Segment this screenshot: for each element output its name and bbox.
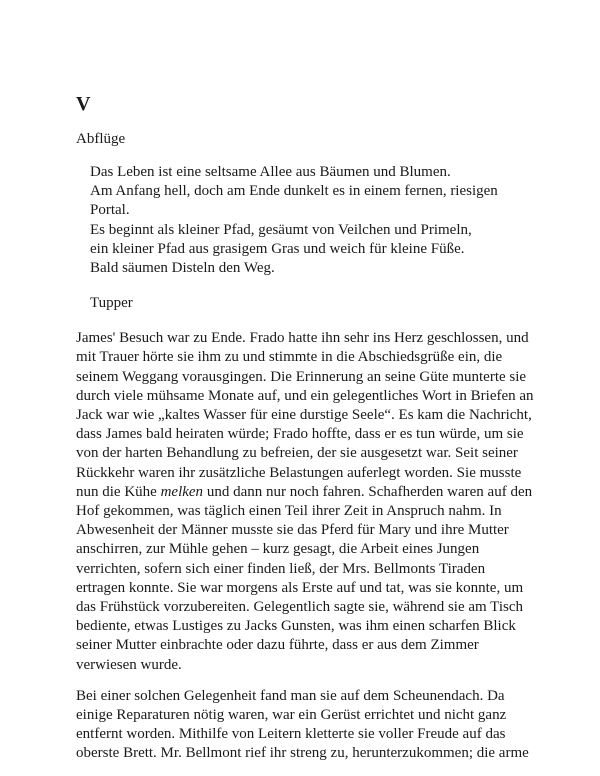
paragraph-line: Bei einer solchen Gelegenheit fand man sie auf dem Scheunendach. Da: [76, 687, 505, 704]
epigraph-line: Portal.: [90, 202, 130, 219]
paragraph-line: [76, 483, 538, 502]
body-paragraph-2: [76, 687, 538, 764]
epigraph-line: ein kleiner Pfad aus grasigem Gras und weich für kleine Füße.: [90, 240, 465, 257]
paragraph-line: James' Besuch war zu Ende. Frado hatte ihn sehr ins Herz geschlossen, und: [76, 330, 529, 347]
paragraph-line-text: und dann nur noch fahren. Schafherden waren auf den: [203, 483, 533, 500]
paragraph-line: dass James bald heiraten würde; Frado hoffte, dass er es tun würde, um sie: [76, 426, 524, 443]
paragraph-line-text: nun die Kühe: [76, 483, 161, 500]
paragraph-line: einige Reparaturen nötig waren, war ein Gerüst errichtet und nicht ganz: [76, 707, 507, 724]
epigraph-line: Es beginnt als kleiner Pfad, gesäumt von Veilchen und Primeln,: [90, 221, 472, 238]
paragraph-line: anschirren, zur Mühle gehen – kurz gesagt, die Arbeit eines Jungen: [76, 541, 480, 558]
paragraph-line-text: Rückkehr waren ihr zusätzliche Belastungen auferlegt worden. Sie musste: [76, 464, 522, 481]
paragraph-line: ertragen konnte. Sie war morgens als Erste auf und tat, was sie konnte, um: [76, 579, 524, 596]
epigraph-line: Am Anfang hell, doch am Ende dunkelt es in einem fernen, riesigen: [90, 183, 498, 200]
epigraph-line: Das Leben ist eine seltsame Allee aus Bäumen und Blumen.: [90, 164, 451, 180]
chapter-title: Abflüge: [76, 131, 126, 147]
chapter-number: V: [76, 93, 91, 115]
paragraph-line: Abwesenheit der Männer musste sie das Pferd für Mary und ihre Mutter: [76, 522, 509, 539]
paragraph-line: durch viele mühsame Monate auf, und ein gelegentliches Wort in Briefen an: [76, 387, 534, 404]
epigraph: [90, 163, 538, 278]
epigraph-author: Tupper: [90, 295, 133, 312]
paragraph-line: von der harten Behandlung zu befreien, der sie ausgesetzt war. Seit seiner: [76, 445, 518, 462]
paragraph-line: das Frühstück vorzubereiten. Gelegentlich sagte sie, während sie am Tisch: [76, 599, 523, 616]
paragraph-line: seinem Weggang vorausgingen. Die Erinnerung an seine Güte munterte sie: [76, 368, 527, 385]
paragraph-line: [76, 464, 538, 483]
paragraph-line: Jack war wie „kaltes Wasser für eine durstige Seele“. Es kam die Nachricht,: [76, 407, 532, 424]
emphasis-text: melken: [160, 483, 204, 500]
book-page: [76, 92, 538, 764]
paragraph-line: seiner Mutter einbrachte oder dazu führte, dass er aus dem Zimmer: [76, 637, 479, 654]
paragraph-line: oberste Brett. Mr. Bellmont rief ihr streng zu, herunterzukommen; die arme: [76, 745, 529, 762]
epigraph-line: Bald säumen Disteln den Weg.: [90, 260, 275, 277]
paragraph-line: mit Trauer hörte sie ihm zu und stimmte in die Abschiedsgrüße ein, die: [76, 349, 503, 366]
paragraph-line: entfernt worden. Mithilfe von Leitern kletterte sie voller Freude auf das: [76, 726, 506, 743]
body-paragraph-1: [76, 329, 538, 675]
paragraph-line: bediente, etwas Lustiges zu Jacks Gunsten, was ihm einen scharfen Blick: [76, 618, 516, 635]
paragraph-line: Hof gekommen, was täglich einen Teil ihrer Zeit in Anspruch nahm. In: [76, 503, 502, 520]
paragraph-line: verwiesen wurde.: [76, 656, 182, 673]
paragraph-line: verrichten, sofern sich einer finden ließ, der Mrs. Bellmonts Tiraden: [76, 560, 486, 577]
